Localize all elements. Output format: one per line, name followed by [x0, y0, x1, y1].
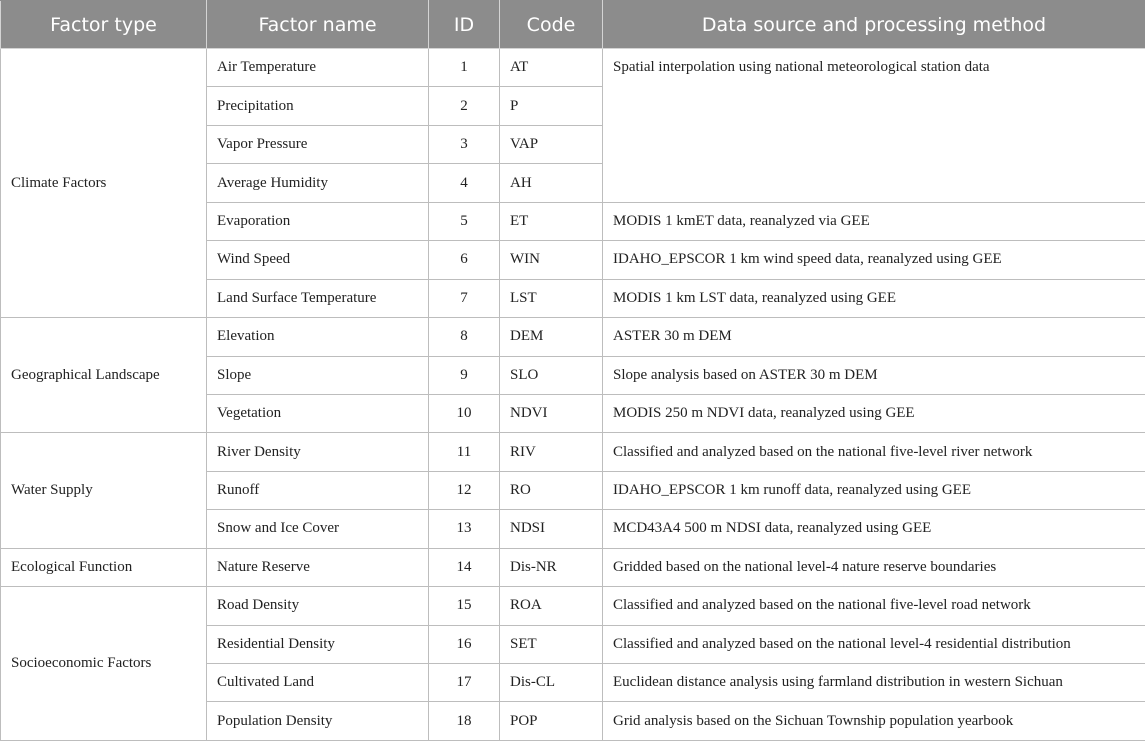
- data-source-cell: MODIS 1 kmET data, reanalyzed via GEE: [603, 202, 1145, 240]
- table-row: [1, 49, 1145, 87]
- factor-name-cell: River Density: [207, 433, 429, 471]
- code-cell: SLO: [500, 356, 603, 394]
- code-cell: AH: [500, 164, 603, 202]
- id-cell: 3: [429, 125, 500, 163]
- factor-name-cell: Cultivated Land: [207, 664, 429, 702]
- header-data-source: Data source and processing method: [603, 1, 1145, 49]
- data-source-cell: MCD43A4 500 m NDSI data, reanalyzed using GEE: [603, 510, 1145, 548]
- factor-type-cell: Geographical Landscape: [1, 318, 207, 433]
- code-cell: VAP: [500, 125, 603, 163]
- data-source-cell: ASTER 30 m DEM: [603, 318, 1145, 356]
- code-cell: LST: [500, 279, 603, 317]
- id-cell: 1: [429, 49, 500, 87]
- data-source-cell: Classified and analyzed based on the national five-level river network: [603, 433, 1145, 471]
- factor-name-cell: Precipitation: [207, 87, 429, 125]
- id-cell: 14: [429, 548, 500, 586]
- id-cell: 12: [429, 471, 500, 509]
- table-row: [1, 433, 1145, 471]
- id-cell: 4: [429, 164, 500, 202]
- data-source-cell: IDAHO_EPSCOR 1 km wind speed data, reanalyzed using GEE: [603, 241, 1145, 279]
- id-cell: 18: [429, 702, 500, 741]
- factor-name-cell: Vegetation: [207, 394, 429, 432]
- factor-name-cell: Land Surface Temperature: [207, 279, 429, 317]
- table-row: [1, 587, 1145, 625]
- code-cell: Dis-CL: [500, 664, 603, 702]
- code-cell: POP: [500, 702, 603, 741]
- data-source-cell: Spatial interpolation using national meteorological station data: [603, 49, 1145, 203]
- code-cell: Dis-NR: [500, 548, 603, 586]
- data-source-cell: MODIS 1 km LST data, reanalyzed using GEE: [603, 279, 1145, 317]
- table-row: [1, 318, 1145, 356]
- data-source-cell: Classified and analyzed based on the national five-level road network: [603, 587, 1145, 625]
- factor-name-cell: Vapor Pressure: [207, 125, 429, 163]
- factor-name-cell: Snow and Ice Cover: [207, 510, 429, 548]
- id-cell: 15: [429, 587, 500, 625]
- id-cell: 7: [429, 279, 500, 317]
- factor-name-cell: Average Humidity: [207, 164, 429, 202]
- factor-name-cell: Residential Density: [207, 625, 429, 663]
- code-cell: P: [500, 87, 603, 125]
- code-cell: AT: [500, 49, 603, 87]
- factor-type-cell: Water Supply: [1, 433, 207, 548]
- code-cell: RO: [500, 471, 603, 509]
- factor-name-cell: Evaporation: [207, 202, 429, 240]
- code-cell: SET: [500, 625, 603, 663]
- data-source-cell: IDAHO_EPSCOR 1 km runoff data, reanalyzed using GEE: [603, 471, 1145, 509]
- data-source-cell: Euclidean distance analysis using farmland distribution in western Sichuan: [603, 664, 1145, 702]
- factor-type-cell: Ecological Function: [1, 548, 207, 586]
- id-cell: 17: [429, 664, 500, 702]
- id-cell: 10: [429, 394, 500, 432]
- factor-name-cell: Runoff: [207, 471, 429, 509]
- factor-name-cell: Nature Reserve: [207, 548, 429, 586]
- code-cell: WIN: [500, 241, 603, 279]
- factor-name-cell: Population Density: [207, 702, 429, 741]
- data-source-cell: Slope analysis based on ASTER 30 m DEM: [603, 356, 1145, 394]
- code-cell: ROA: [500, 587, 603, 625]
- factor-name-cell: Elevation: [207, 318, 429, 356]
- id-cell: 2: [429, 87, 500, 125]
- header-row: [1, 1, 1145, 49]
- factor-name-cell: Slope: [207, 356, 429, 394]
- code-cell: NDSI: [500, 510, 603, 548]
- header-factor-name: Factor name: [207, 1, 429, 49]
- factor-type-cell: Climate Factors: [1, 49, 207, 318]
- data-source-cell: MODIS 250 m NDVI data, reanalyzed using GEE: [603, 394, 1145, 432]
- data-source-cell: Grid analysis based on the Sichuan Township population yearbook: [603, 702, 1145, 741]
- code-cell: RIV: [500, 433, 603, 471]
- id-cell: 11: [429, 433, 500, 471]
- id-cell: 9: [429, 356, 500, 394]
- data-source-cell: Classified and analyzed based on the national level-4 residential distribution: [603, 625, 1145, 663]
- id-cell: 13: [429, 510, 500, 548]
- code-cell: DEM: [500, 318, 603, 356]
- header-code: Code: [500, 1, 603, 49]
- code-cell: NDVI: [500, 394, 603, 432]
- header-factor-type: Factor type: [1, 1, 207, 49]
- id-cell: 5: [429, 202, 500, 240]
- data-source-cell: Gridded based on the national level-4 nature reserve boundaries: [603, 548, 1145, 586]
- id-cell: 8: [429, 318, 500, 356]
- factor-name-cell: Wind Speed: [207, 241, 429, 279]
- factor-type-cell: Socioeconomic Factors: [1, 587, 207, 741]
- code-cell: ET: [500, 202, 603, 240]
- table-row: [1, 548, 1145, 586]
- id-cell: 6: [429, 241, 500, 279]
- factor-name-cell: Road Density: [207, 587, 429, 625]
- id-cell: 16: [429, 625, 500, 663]
- factor-name-cell: Air Temperature: [207, 49, 429, 87]
- header-id: ID: [429, 1, 500, 49]
